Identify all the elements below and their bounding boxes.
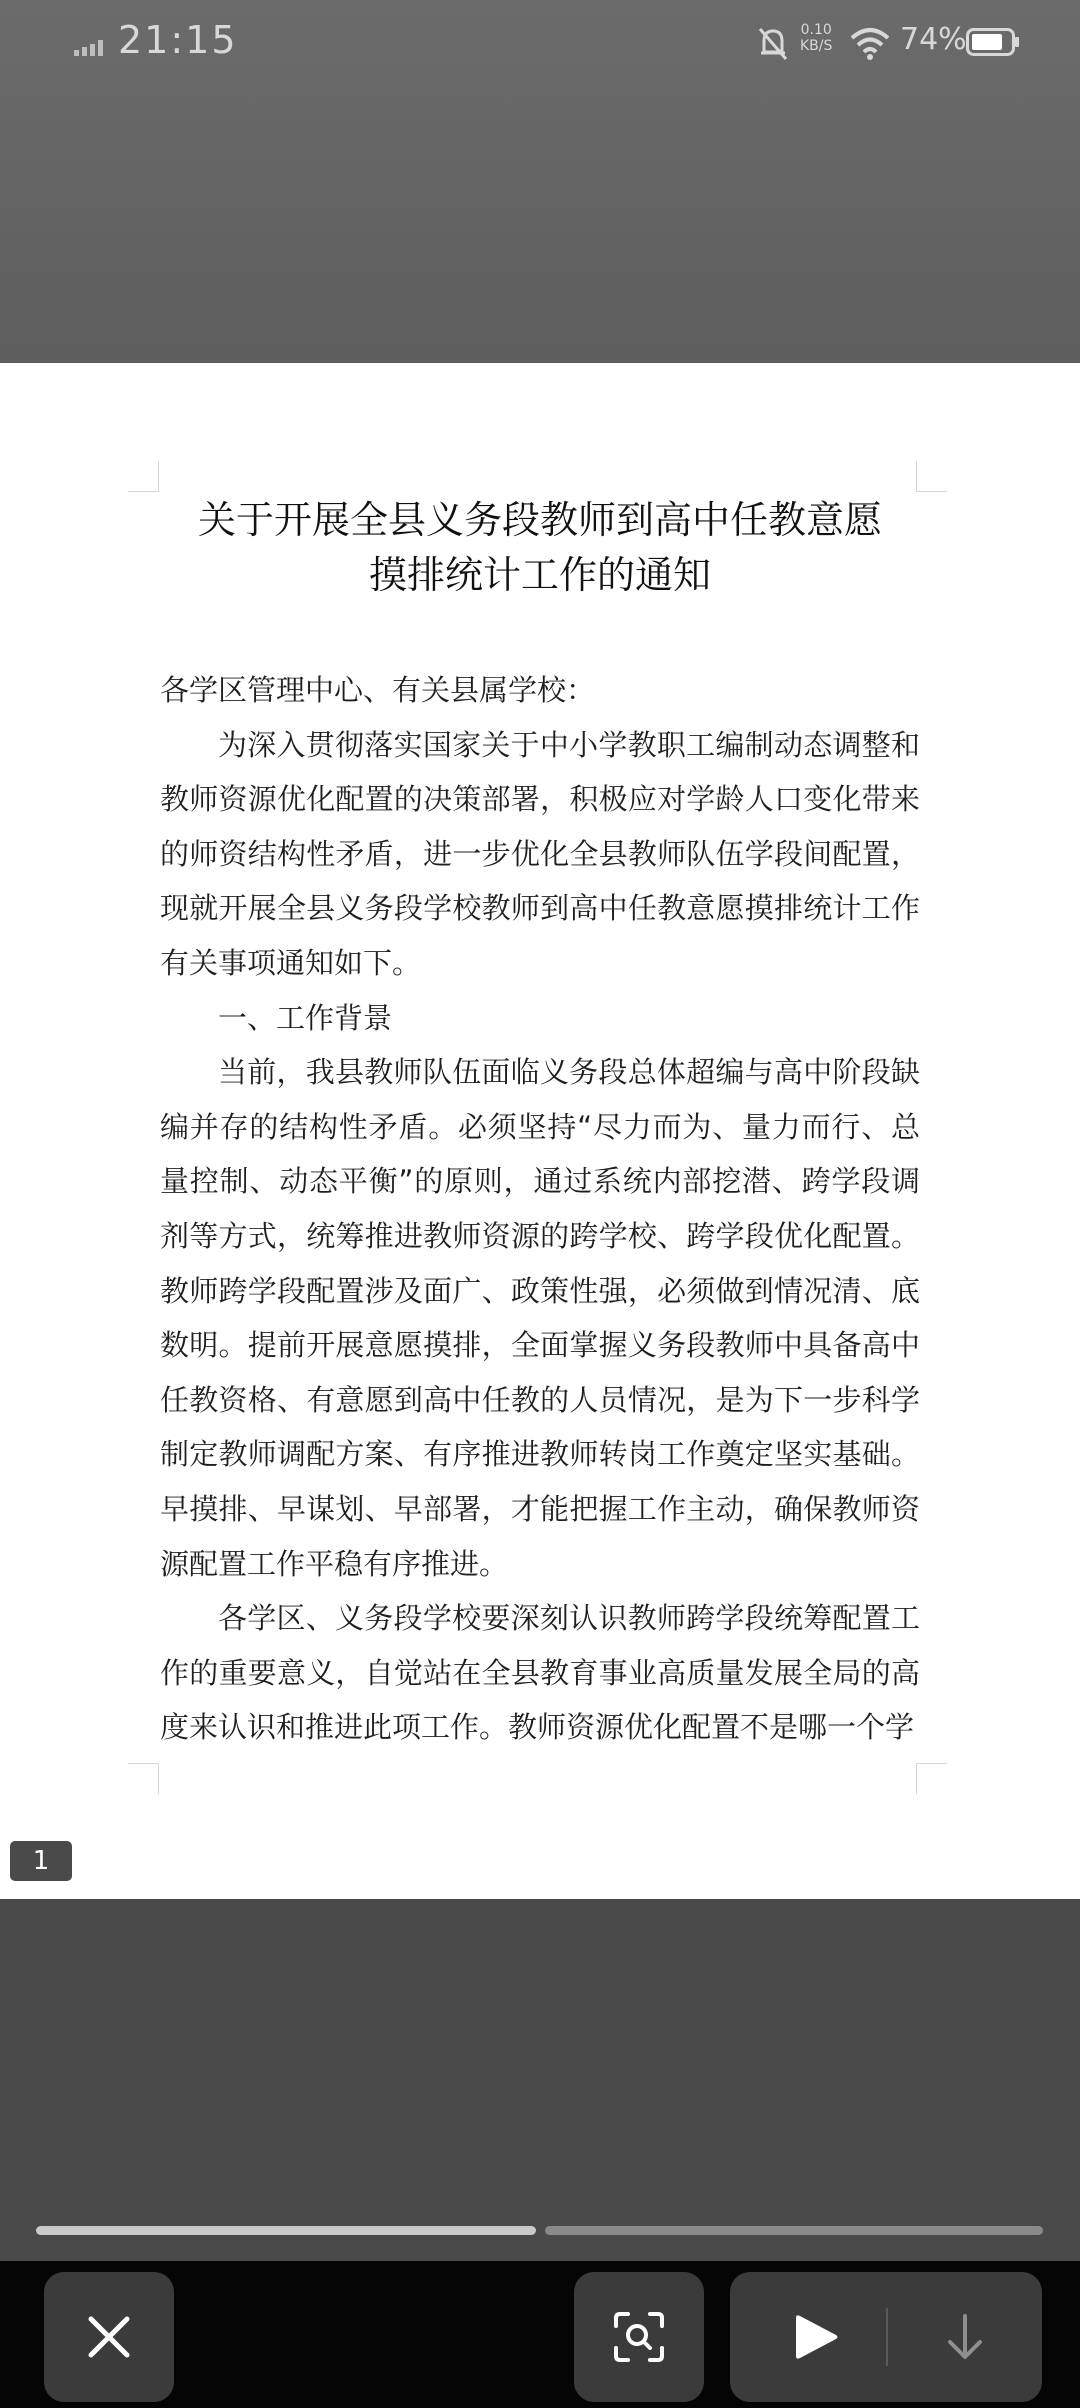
page-progress-remaining[interactable] [545, 2226, 1043, 2235]
play-icon[interactable] [790, 2310, 844, 2364]
silent-icon [756, 26, 790, 62]
document-title-line-2: 摸排统计工作的通知 [368, 553, 711, 597]
network-speed [800, 22, 832, 54]
document-page[interactable] [0, 363, 1080, 1899]
network-speed-value: 0.10 [800, 22, 832, 38]
document-title [160, 493, 920, 603]
paragraph-importance: 各学区、义务段学校要深刻认识教师跨学段统筹配置工作的重要意义，自觉站在全县教育事业高质量发展全局的高度来认识和推进此项工作。教师资源优化配置不是哪一个学 [160, 1601, 920, 1745]
wifi-icon [850, 26, 890, 60]
document-title-line-1: 关于开展全县义务段教师到高中任教意愿 [197, 498, 882, 542]
signal-icon [74, 36, 108, 56]
crop-mark-top-left [128, 461, 159, 492]
crop-mark-bottom-left [128, 1763, 159, 1794]
clock: 21:15 [118, 18, 238, 62]
viewer-background [0, 1899, 1080, 2261]
button-divider [886, 2308, 888, 2366]
action-button-group [730, 2272, 1042, 2402]
top-background [0, 0, 1080, 363]
document-body [160, 663, 920, 1755]
download-icon[interactable] [938, 2310, 992, 2364]
battery-percentage: 74% [900, 22, 967, 57]
scan-button[interactable] [574, 2272, 704, 2402]
salutation: 各学区管理中心、有关县属学校： [160, 673, 596, 707]
battery-icon [966, 28, 1020, 56]
paragraph-background: 当前，我县教师队伍面临义务段总体超编与高中阶段缺编并存的结构性矛盾。必须坚持“尽力而为、量力而行、总量控制、动态平衡”的原则，通过系统内部挖潜、跨学段调剂等方式，统筹推进教师资源的跨学校、跨学段优化配置。教师跨学段配置涉及面广、政策性强，必须做到情况清、底数明。提前开展意愿摸排，全面掌握义务段教师中具备高中任教资格、有意愿到高中任教的人员情况，是为下一步科学制定教师调配方案、有序推进教师转岗工作奠定坚实基础。早摸排、早谋划、早部署，才能把握工作主动，确保教师资源配置工作平稳有序推进。 [160, 1055, 920, 1581]
network-speed-unit: KB/S [800, 38, 833, 54]
close-icon [85, 2313, 133, 2361]
crop-mark-top-right [916, 461, 947, 492]
paragraph-intro: 为深入贯彻落实国家关于中小学教职工编制动态调整和教师资源优化配置的决策部署，积极应对学龄人口变化带来的师资结构性矛盾，进一步优化全县教师队伍学段间配置，现就开展全县义务段学校教师到高中任教意愿摸排统计工作有关事项通知如下。 [160, 727, 920, 980]
page-number-badge: 1 [10, 1841, 72, 1881]
scan-icon [612, 2310, 666, 2364]
crop-mark-bottom-right [916, 1763, 947, 1794]
page-progress-filled[interactable] [36, 2226, 536, 2235]
close-button[interactable] [44, 2272, 174, 2402]
status-bar [0, 0, 1080, 90]
section-heading: 一、工作背景 [218, 1000, 393, 1035]
